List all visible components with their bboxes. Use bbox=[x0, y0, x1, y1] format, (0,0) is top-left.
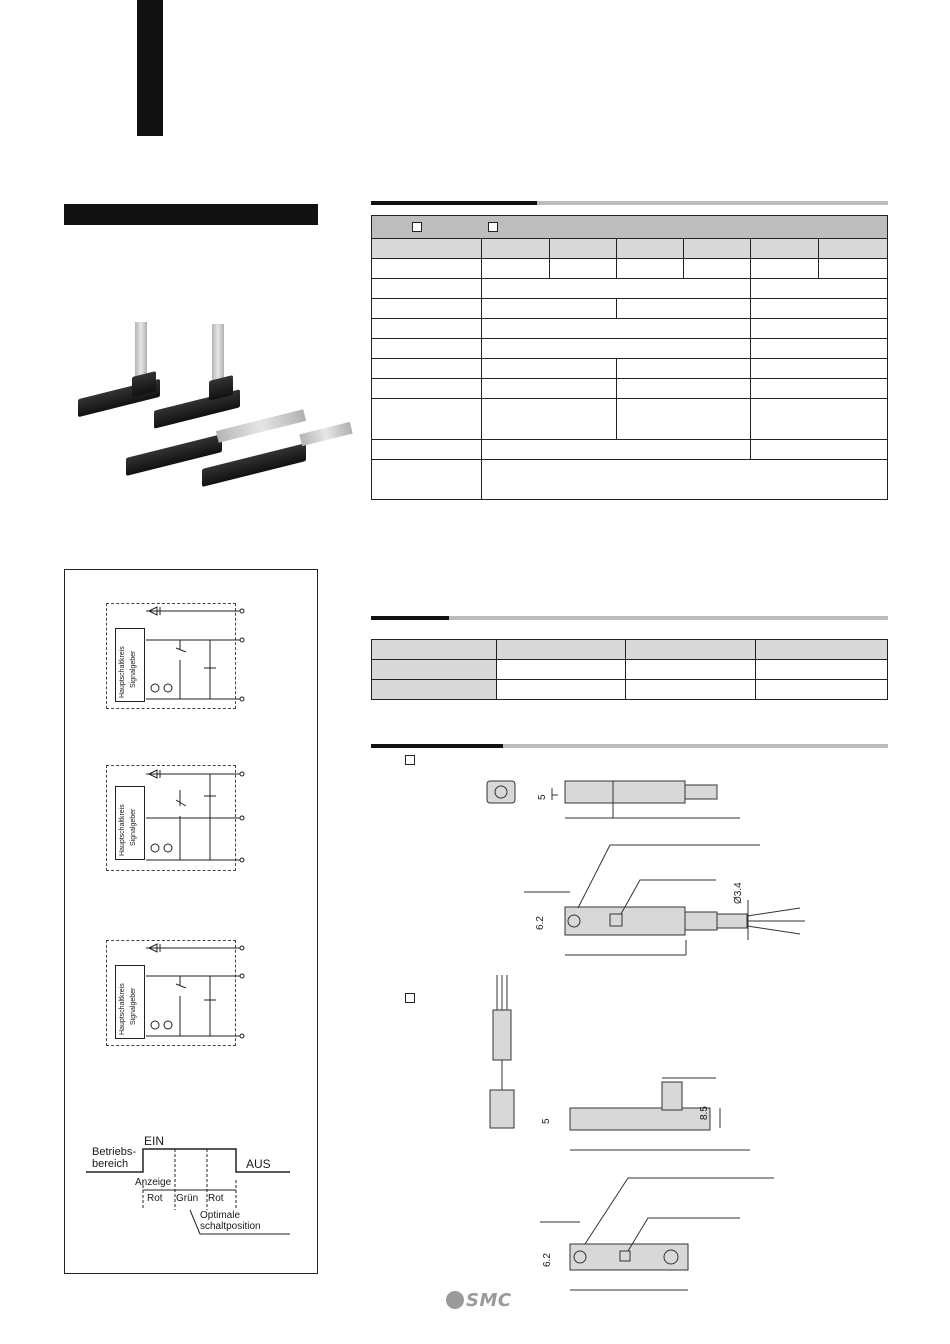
indicator-label: Anzeige bbox=[135, 1177, 172, 1188]
signal-label: Signalgeber bbox=[130, 808, 137, 846]
green-label: Grün bbox=[176, 1193, 199, 1204]
main-circuit-label: Hauptschaltkreis bbox=[119, 646, 126, 698]
signal-label: Signalgeber bbox=[130, 987, 137, 1025]
main-circuit-label: Hauptschaltkreis bbox=[119, 804, 126, 856]
lower-width-dimension: 6.2 bbox=[542, 1253, 553, 1267]
width-dimension: 6.2 bbox=[535, 916, 546, 930]
smc-logo: SMC bbox=[446, 1290, 512, 1311]
signal-label: Signalgeber bbox=[130, 650, 137, 688]
optimal-position-label: Optimale schaltposition bbox=[200, 1210, 261, 1232]
main-circuit-label: Hauptschaltkreis bbox=[119, 983, 126, 1035]
lead-height-dimension: 8.5 bbox=[699, 1106, 710, 1120]
cable-diameter-dimension: Ø3.4 bbox=[733, 882, 744, 904]
red-label-1: Rot bbox=[147, 1193, 163, 1204]
off-label: AUS bbox=[246, 1157, 271, 1171]
lower-height-dimension: 5 bbox=[541, 1118, 552, 1124]
operating-range-label: Betriebs- bereich bbox=[92, 1146, 137, 1170]
red-label-2: Rot bbox=[208, 1193, 224, 1204]
on-label: EIN bbox=[144, 1134, 165, 1148]
height-dimension: 5 bbox=[537, 794, 548, 800]
smc-logo-icon bbox=[446, 1291, 464, 1309]
